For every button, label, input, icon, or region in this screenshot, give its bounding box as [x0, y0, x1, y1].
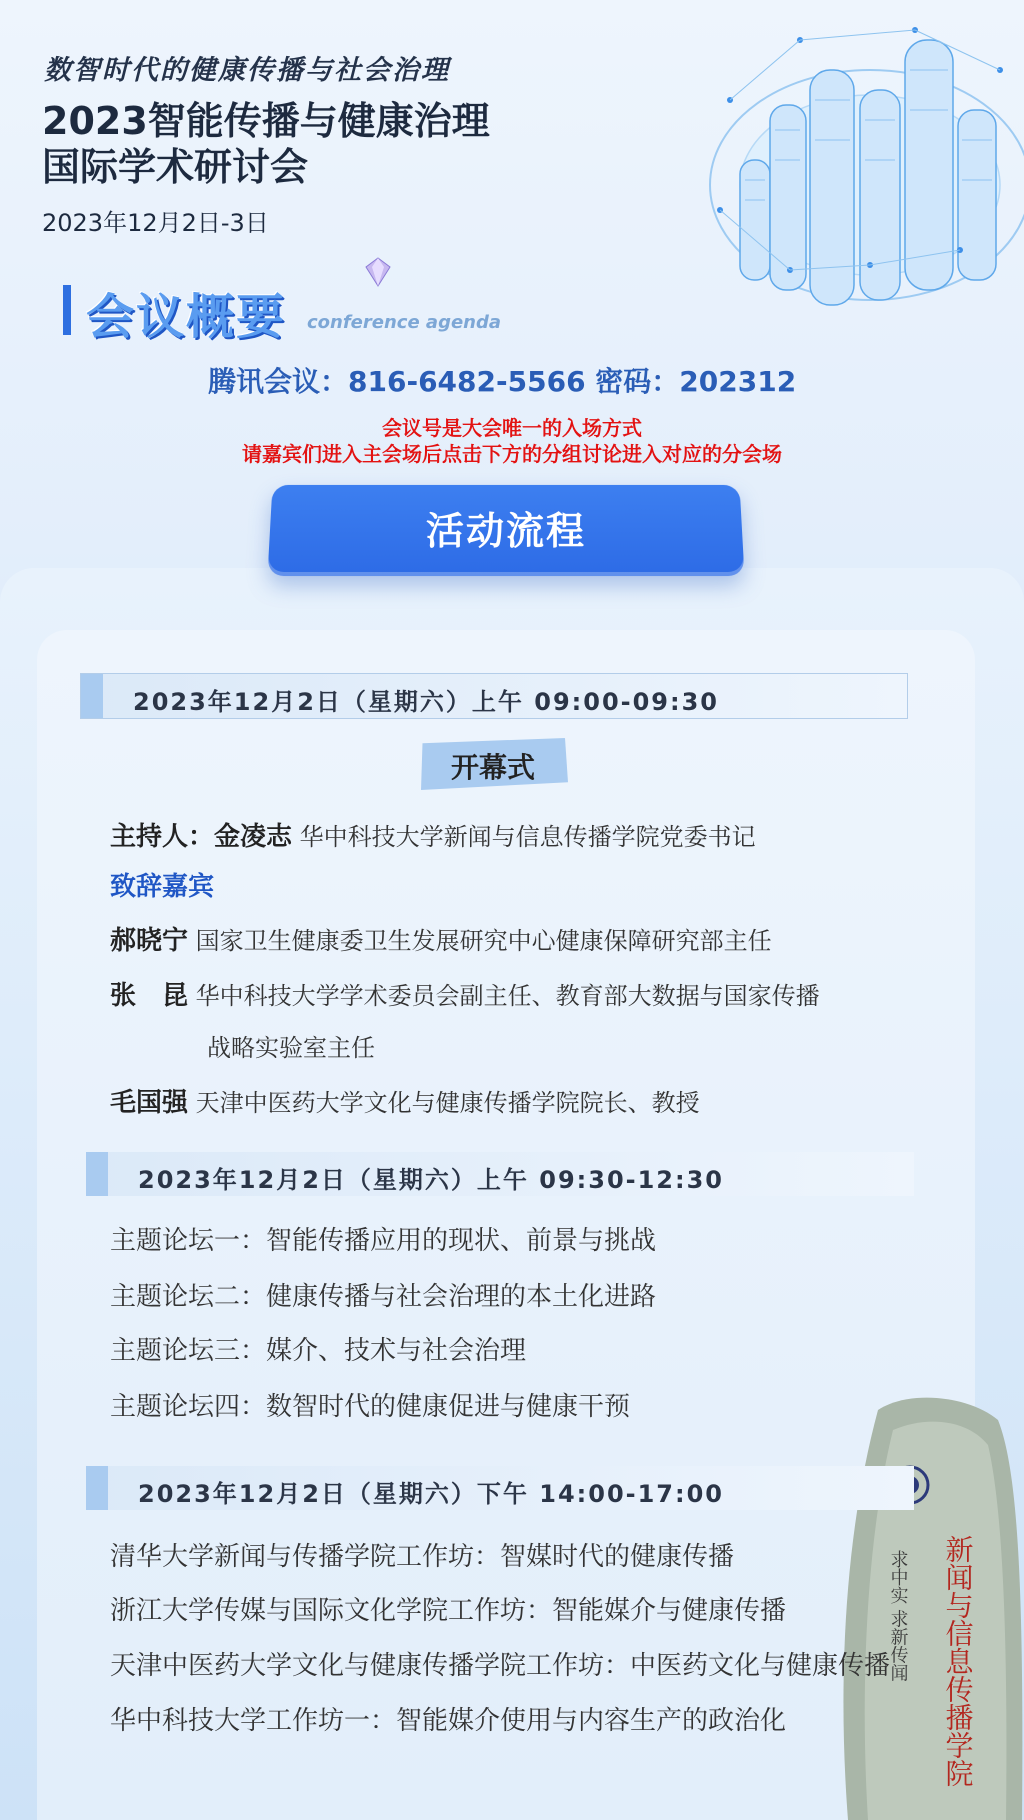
session3-date-banner [86, 1466, 914, 1510]
conference-date: 2023年12月2日-3日 [42, 209, 269, 237]
workshop-item: 清华大学新闻与传播学院工作坊：智媒时代的健康传播 [110, 1542, 735, 1572]
overview-subtitle-en: conference agenda [307, 312, 502, 333]
session3-date: 2023年12月2日（星期六）下午 14:00-17:00 [138, 1480, 724, 1508]
session1-date: 2023年12月2日（星期六）上午 09:00-09:30 [133, 688, 719, 716]
title-line-2: 国际学术研讨会 [42, 145, 309, 189]
notice-line-2: 请嘉宾们进入主会场后点击下方的分组讨论进入对应的分会场 [242, 442, 782, 466]
session1-date-banner [80, 673, 908, 719]
guest-desc: 华中科技大学学术委员会副主任、教育部大数据与国家传播 [188, 982, 820, 1010]
guest-desc: 国家卫生健康委卫生发展研究中心健康保障研究部主任 [188, 927, 772, 955]
banner-tab [86, 1466, 108, 1510]
activity-flow-label: 活动流程 [425, 509, 586, 553]
guest-name: 张 昆 [110, 981, 189, 1011]
forum-item: 主题论坛一：智能传播应用的现状、前景与挑战 [110, 1226, 657, 1256]
conference-title [42, 98, 490, 190]
guest-name: 郝晓宁 [110, 926, 189, 956]
guest-name: 毛国强 [110, 1088, 189, 1118]
guest-row [110, 920, 772, 957]
session2-date: 2023年12月2日（星期六）上午 09:30-12:30 [138, 1166, 724, 1194]
opening-ceremony-title: 开幕式 [450, 751, 535, 784]
guest-desc-continued: 战略实验室主任 [207, 1034, 375, 1062]
crystal-icon [365, 257, 391, 287]
host-desc: 华中科技大学新闻与信息传播学院党委书记 [292, 823, 756, 851]
overview-title: 会议概要 [86, 289, 287, 345]
overview-accent-bar [63, 285, 71, 335]
slogan-text: 数智时代的健康传播与社会治理 [44, 55, 450, 86]
tencent-meeting-info: 腾讯会议：816-6482-5566 密码：202312 [208, 365, 797, 398]
workshop-item: 华中科技大学工作坊一：智能媒介使用与内容生产的政治化 [110, 1706, 787, 1736]
title-line-1: 2023智能传播与健康治理 [42, 99, 490, 143]
workshop-item: 天津中医药大学文化与健康传播学院工作坊：中医药文化与健康传播 [110, 1651, 891, 1681]
workshop-item: 浙江大学传媒与国际文化学院工作坊：智能媒介与健康传播 [110, 1596, 787, 1626]
city-skyline-graphic [700, 10, 1024, 330]
guest-desc: 天津中医药大学文化与健康传播学院院长、教授 [188, 1089, 700, 1117]
host-row [110, 816, 756, 853]
forum-item: 主题论坛三：媒介、技术与社会治理 [110, 1336, 527, 1366]
stone-inscription-side: 求中实 求新传闻 [887, 1550, 909, 1682]
campus-stone-image [838, 1390, 1024, 1820]
guest-row [110, 975, 820, 1012]
stone-inscription-main: 新闻与信息传播学院 [941, 1535, 975, 1787]
notice-line-1: 会议号是大会唯一的入场方式 [382, 416, 642, 440]
forum-item: 主题论坛四：数智时代的健康促进与健康干预 [110, 1392, 631, 1422]
banner-tab [81, 674, 103, 718]
forum-item: 主题论坛二：健康传播与社会治理的本土化进路 [110, 1282, 657, 1312]
speech-guests-label: 致辞嘉宾 [110, 872, 215, 902]
banner-tab [86, 1152, 108, 1196]
host-name: 主持人：金凌志 [110, 822, 293, 852]
guest-row [110, 1082, 700, 1119]
session2-date-banner [86, 1152, 914, 1196]
